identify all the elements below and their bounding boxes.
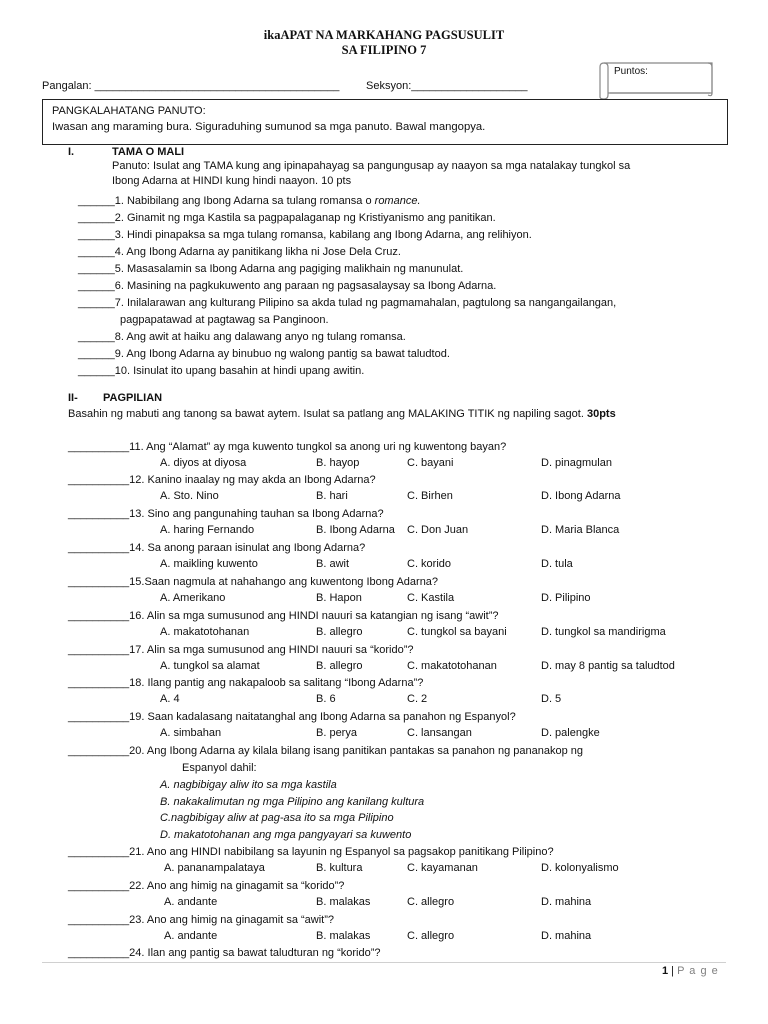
tf-item <box>78 246 401 258</box>
tf-item <box>78 348 450 360</box>
mc-choice: D. mahina <box>541 930 592 942</box>
mc-choice: B. allegro <box>316 626 363 638</box>
mc-choice: B. Ibong Adarna <box>316 524 395 536</box>
answer-blank[interactable]: ______ <box>78 263 115 275</box>
tf-item <box>78 212 496 224</box>
mc-choice: D. kolonyalismo <box>541 862 619 874</box>
mc-question: __________11. Ang “Alamat” ay mga kuwento tungkol sa anong uri ng kuwentong bayan? <box>68 441 507 453</box>
mc-choice: B. Hapon <box>316 592 362 604</box>
item-number: 4. <box>114 246 124 258</box>
mc-question: __________14. Sa anong paraan isinulat ang Ibong Adarna? <box>68 542 366 554</box>
answer-blank[interactable]: ______ <box>78 246 115 258</box>
item-number: 9. <box>114 348 124 360</box>
footer-divider <box>42 962 726 963</box>
part1-directions-line1: Panuto: Isulat ang TAMA kung ang ipinapahayag sa pangungusap ay naayon sa mga natalakay tungkol sa <box>112 160 631 172</box>
mc-question: __________13. Sino ang pangunahing tauhan sa Ibong Adarna? <box>68 508 384 520</box>
mc-choice: A. simbahan <box>160 727 222 739</box>
mc-question: __________12. Kanino inaalay ng may akda an Ibong Adarna? <box>68 474 376 486</box>
mc-question: __________21. Ano ang HINDI nabibilang sa layunin ng Espanyol sa pagsakop panitikang Pilipino? <box>68 846 554 858</box>
part2-directions <box>68 408 616 420</box>
mc-question: __________22. Ano ang himig na ginagamit sa “korido”? <box>68 880 345 892</box>
item-text: Masining na pagkukuwento ang paraan ng pagsasalaysay sa Ibong Adarna. <box>126 280 497 292</box>
mc-choice: A. 4 <box>160 693 180 705</box>
page-number: 1 <box>662 965 669 977</box>
item-text: Masasalamin sa Ibong Adarna ang pagiging malikhain ng manunulat. <box>126 263 464 275</box>
tf-item <box>78 365 364 377</box>
mc-choice: C. Birhen <box>407 490 453 502</box>
tf-item <box>78 229 532 241</box>
mc-choice: A. Sto. Nino <box>160 490 219 502</box>
mc-choice: A. haring Fernando <box>160 524 255 536</box>
section-field: Seksyon:___________________ <box>366 80 528 92</box>
score-label: Puntos: <box>614 66 648 77</box>
q20-choice: D. makatotohanan ang mga pangyayari sa kuwento <box>160 829 412 841</box>
mc-choice: D. Pilipino <box>541 592 591 604</box>
mc-choice: A. pananampalataya <box>164 862 265 874</box>
mc-choice: C. 2 <box>407 693 428 705</box>
mc-choice: C. lansangan <box>407 727 472 739</box>
q20-choice: B. nakakalimutan ng mga Pilipino ang kanilang kultura <box>160 796 425 808</box>
answer-blank[interactable]: ______ <box>78 297 115 309</box>
item-number: 2. <box>114 212 124 224</box>
answer-blank[interactable]: ______ <box>78 365 115 377</box>
mc-choice: B. awit <box>316 558 350 570</box>
mc-choice: B. malakas <box>316 896 371 908</box>
instructions-heading: PANGKALAHATANG PANUTO: <box>52 105 206 117</box>
mc-choice: D. may 8 pantig sa taludtod <box>541 660 675 672</box>
mc-choice: B. perya <box>316 727 357 739</box>
q20-choice: C.nagbibigay aliw at pag-asa ito sa mga Pilipino <box>160 812 394 824</box>
mc-question: __________17. Alin sa mga sumusunod ang HINDI nauuri sa “korido”? <box>68 644 414 656</box>
answer-blank[interactable]: ______ <box>78 348 115 360</box>
part2-number: II- <box>68 392 78 404</box>
mc-choice: B. 6 <box>316 693 336 705</box>
mc-choice: A. makatotohanan <box>160 626 250 638</box>
item-number: 7. <box>114 297 124 309</box>
answer-blank[interactable]: ______ <box>78 212 115 224</box>
mc-choice: C. korido <box>407 558 452 570</box>
mc-choice: D. tungkol sa mandirigma <box>541 626 666 638</box>
page-label: P a g e <box>677 965 719 977</box>
part2-title: PAGPILIAN <box>103 392 163 404</box>
mc-choice: A. tungkol sa alamat <box>160 660 260 672</box>
mc-choice: C. bayani <box>407 457 454 469</box>
mc-choice: A. maikling kuwento <box>160 558 258 570</box>
mc-choice: D. 5 <box>541 693 562 705</box>
mc-choice: C. Don Juan <box>407 524 469 536</box>
item-text: Inilalarawan ang kulturang Pilipino sa akda tulad ng pagmamahalan, pagtulong sa nangangailangan, <box>126 297 617 309</box>
mc-choice: D. pinagmulan <box>541 457 612 469</box>
item-number: 3. <box>114 229 124 241</box>
q20-choice: A. nagbibigay aliw ito sa mga kastila <box>160 779 337 791</box>
item-text: Ang Ibong Adarna ay panitikang likha ni Jose Dela Cruz. <box>126 246 401 258</box>
instructions-text: Iwasan ang maraming bura. Siguraduhing sumunod sa mga panuto. Bawal mangopya. <box>52 121 486 133</box>
part1-title: TAMA O MALI <box>112 146 185 158</box>
item-text: Ang awit at haiku ang dalawang anyo ng tulang romansa. <box>126 331 406 343</box>
answer-blank[interactable]: ______ <box>78 229 115 241</box>
mc-question: __________18. Ilang pantig ang nakapaloob sa salitang “Ibong Adarna”? <box>68 677 424 689</box>
mc-choice: B. allegro <box>316 660 363 672</box>
tf-item <box>78 263 463 275</box>
item-text: Ang Ibong Adarna ay binubuo ng walong pantig sa bawat taludtod. <box>126 348 450 360</box>
tf-item <box>78 331 406 343</box>
page-footer <box>662 965 719 977</box>
tf-item <box>78 280 496 292</box>
item-text: Ginamit ng mga Kastila sa pagpapalaganap ng Kristiyanismo ang panitikan. <box>126 212 496 224</box>
mc-choice: D. mahina <box>541 896 592 908</box>
item-text: Nabibilang ang Ibong Adarna sa tulang romansa o <box>126 195 375 207</box>
item-text: Hindi pinapaksa sa mga tulang romansa, kabilang ang Ibong Adarna, ang relihiyon. <box>126 229 532 241</box>
mc-choice: A. andante <box>164 930 218 942</box>
mc-question: __________15.Saan nagmula at nahahango ang kuwentong Ibong Adarna? <box>68 576 439 588</box>
mc-choice: D. tula <box>541 558 573 570</box>
answer-blank[interactable]: ______ <box>78 195 115 207</box>
mc-question: __________16. Alin sa mga sumusunod ang HINDI nauuri sa katangian ng isang “awit”? <box>68 610 499 622</box>
mc-choice: A. diyos at diyosa <box>160 457 247 469</box>
item-number: 1. <box>114 195 124 207</box>
item-number: 6. <box>114 280 124 292</box>
mc-choice: D. Maria Blanca <box>541 524 620 536</box>
mc-question: __________20. Ang Ibong Adarna ay kilala bilang isang panitikan pantakas sa panahon ng pananakop ng <box>68 745 583 757</box>
item-text: pagpapatawad at pagtawag sa Panginoon. <box>120 314 329 326</box>
mc-choice: C. allegro <box>407 896 455 908</box>
name-field: Pangalan: ________________________________________ <box>42 80 340 92</box>
answer-blank[interactable]: ______ <box>78 280 115 292</box>
mc-choice: A. andante <box>164 896 218 908</box>
item-number: 10. <box>114 365 131 377</box>
mc-choice: A. Amerikano <box>160 592 226 604</box>
mc-choice: B. hayop <box>316 457 360 469</box>
part1-directions-line2: Ibong Adarna at HINDI kung hindi naayon. 10 pts <box>112 175 352 187</box>
exam-subtitle: SA FILIPINO 7 <box>341 43 427 57</box>
tf-item <box>78 195 421 207</box>
item-text: Isinulat ito upang basahin at hindi upang awitin. <box>133 365 365 377</box>
part2-directions-text: Basahin ng mabuti ang tanong sa bawat aytem. Isulat sa patlang ang MALAKING TITIK ng napiling sagot. <box>68 408 584 420</box>
mc-question: __________23. Ano ang himig na ginagamit sa “awit”? <box>68 914 335 926</box>
item-number: 8. <box>114 331 124 343</box>
mc-choice: C. tungkol sa bayani <box>407 626 507 638</box>
mc-choice: C. allegro <box>407 930 455 942</box>
mc-choice: B. hari <box>316 490 348 502</box>
part1-number: I. <box>68 146 75 158</box>
mc-choice: B. kultura <box>316 862 363 874</box>
mc-question: __________19. Saan kadalasang naitatanghal ang Ibong Adarna sa panahon ng Espanyol? <box>68 711 516 723</box>
mc-question: __________24. Ilan ang pantig sa bawat taludturan ng “korido”? <box>68 947 381 959</box>
part2-points: 30pts <box>586 408 616 420</box>
tf-item <box>120 314 329 326</box>
tf-item <box>78 297 616 309</box>
mc-choice: D. palengke <box>541 727 600 739</box>
exam-title: ikaAPAT NA MARKAHANG PAGSUSULIT <box>263 28 505 42</box>
mc-choice: C. Kastila <box>407 592 455 604</box>
mc-choice: B. malakas <box>316 930 371 942</box>
answer-blank[interactable]: ______ <box>78 331 115 343</box>
mc-choice: C. makatotohanan <box>407 660 497 672</box>
q20-continuation: Espanyol dahil: <box>182 762 257 774</box>
mc-choice: C. kayamanan <box>407 862 478 874</box>
page-separator: | <box>668 965 678 977</box>
item-number: 5. <box>114 263 124 275</box>
mc-choice: D. Ibong Adarna <box>541 490 621 502</box>
item-italic-term: romance. <box>374 195 421 207</box>
score-scroll-box <box>598 59 716 100</box>
